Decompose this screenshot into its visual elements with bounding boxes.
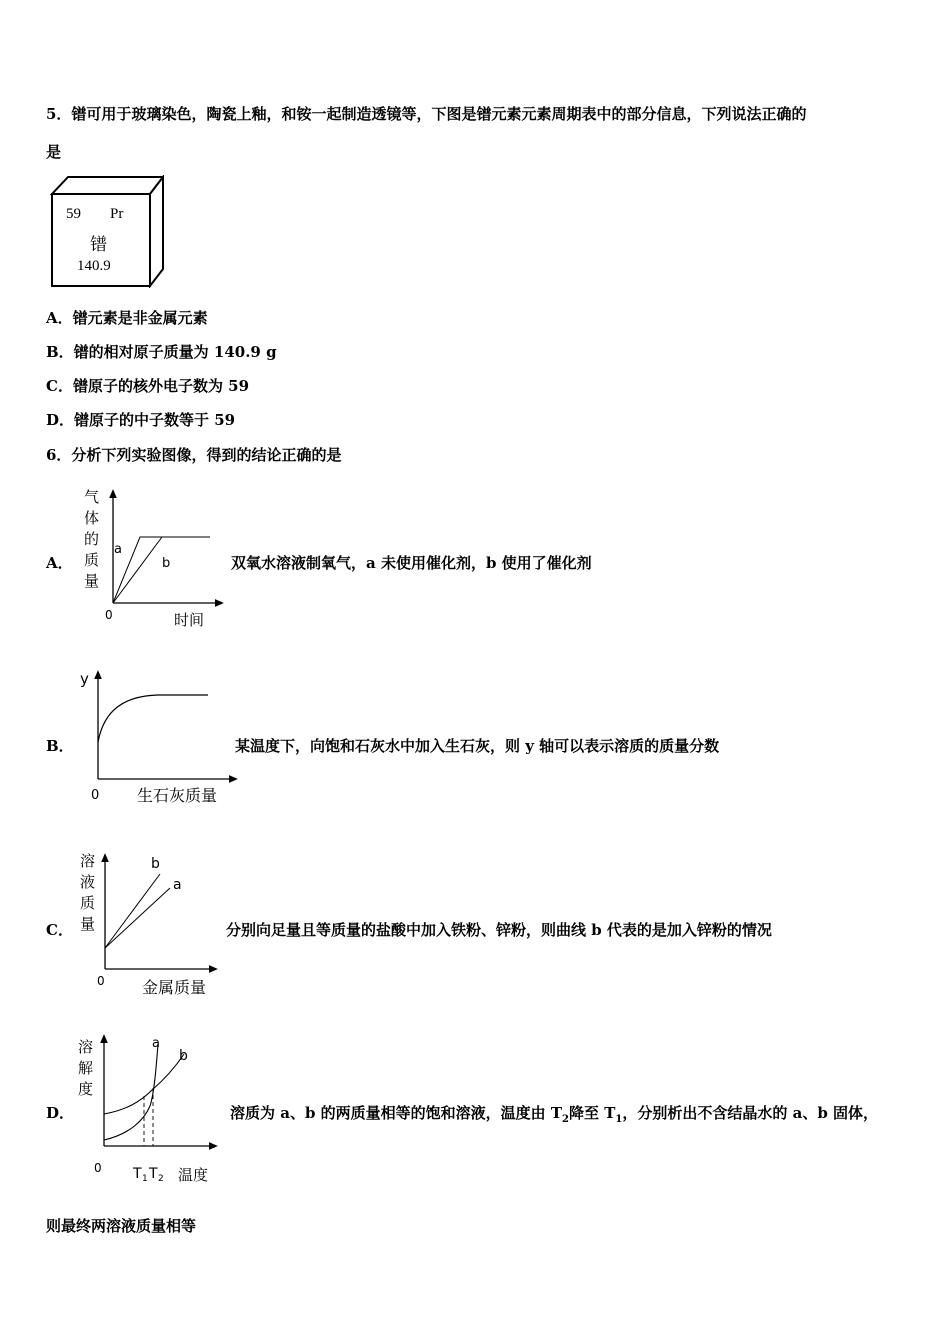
- graph-a-ylabel-4: 质: [84, 551, 100, 569]
- graph-d-ylabel-2: 解: [78, 1059, 94, 1077]
- graph-d-xlabel: 温度: [178, 1166, 209, 1184]
- graph-c-origin: 0: [97, 974, 105, 988]
- graph-a-origin: 0: [105, 608, 113, 622]
- q6-option-b-label[interactable]: B．: [46, 737, 74, 755]
- graph-d-t2: T: [149, 1166, 158, 1182]
- q6-stem: 6．分析下列实验图像，得到的结论正确的是: [46, 446, 342, 464]
- graph-d-t1: T: [133, 1166, 142, 1182]
- graph-c: [78, 850, 228, 1000]
- q6-option-d-text-line2: 则最终两溶液质量相等: [46, 1217, 197, 1235]
- curve-b: [105, 874, 160, 948]
- graph-c-curve-b-label: b: [151, 856, 160, 872]
- graph-d-t1-sub: 1: [142, 1174, 148, 1184]
- graph-d: [78, 1030, 228, 1188]
- graph-d-t2-sub: 2: [158, 1174, 164, 1184]
- q6-option-d-text-mid: 降至 T: [569, 1104, 616, 1122]
- graph-d-ylabel-3: 度: [78, 1080, 94, 1098]
- graph-a-curve-a-label: a: [114, 542, 122, 557]
- q5-stem-line2: 是: [46, 143, 62, 161]
- element-atomic-number: 59: [66, 206, 81, 222]
- graph-b-ylabel: y: [80, 670, 89, 688]
- curve-y: [98, 695, 208, 742]
- q5-option-b[interactable]: B．镨的相对原子质量为 140.9 g: [46, 343, 277, 361]
- q5-stem-line1: 5．镨可用于玻璃染色，陶瓷上釉，和铵一起制造透镜等，下图是镨元素元素周期表中的部分信息，下列说法正确的: [46, 105, 807, 123]
- graph-a-xlabel: 时间: [174, 611, 205, 629]
- graph-c-ylabel-1: 溶: [80, 852, 96, 870]
- graph-c-ylabel-3: 质: [80, 894, 96, 912]
- element-atomic-mass: 140.9: [77, 258, 111, 274]
- q5-option-a[interactable]: A．镨元素是非金属元素: [46, 309, 208, 327]
- q5-option-d[interactable]: D．镨原子的中子数等于 59: [46, 411, 236, 429]
- graph-a-ylabel-3: 的: [84, 530, 100, 548]
- q6-option-d-text: [230, 1102, 878, 1125]
- graph-c-curve-a-label: a: [173, 877, 182, 893]
- element-name: 镨: [90, 235, 107, 255]
- graph-a-ylabel-5: 量: [84, 572, 100, 590]
- graph-b: [78, 668, 238, 808]
- q5-option-c[interactable]: C．镨原子的核外电子数为 59: [46, 377, 250, 395]
- q6-option-d-text-end: ，分别析出不含结晶水的 a、b 固体，: [622, 1104, 879, 1122]
- q6-option-a-text: 双氧水溶液制氧气，a 未使用催化剂，b 使用了催化剂: [231, 554, 592, 572]
- q6-option-c-text: 分别向足量且等质量的盐酸中加入铁粉、锌粉，则曲线 b 代表的是加入锌粉的情况: [226, 921, 772, 939]
- graph-b-xlabel: 生石灰质量: [137, 786, 218, 805]
- graph-a-curve-b-label: b: [162, 556, 171, 571]
- q6-option-b-text: 某温度下，向饱和石灰水中加入生石灰，则 y 轴可以表示溶质的质量分数: [235, 737, 720, 755]
- graph-a-ylabel-2: 体: [84, 509, 100, 527]
- graph-d-origin: 0: [94, 1161, 102, 1175]
- graph-c-ylabel-4: 量: [80, 915, 96, 933]
- graph-d-curve-b-label: b: [179, 1048, 188, 1064]
- graph-d-ylabel-1: 溶: [78, 1038, 94, 1056]
- graph-a-ylabel-1: 气: [84, 488, 100, 506]
- graph-d-curve-a-label: a: [152, 1036, 160, 1051]
- graph-c-ylabel-2: 液: [80, 873, 96, 891]
- graph-a: [78, 485, 228, 630]
- graph-b-origin: 0: [91, 788, 100, 803]
- q6-option-d-label[interactable]: D．: [46, 1104, 75, 1122]
- q6-option-d-sub2: 2: [562, 1114, 570, 1125]
- curve-a: [105, 888, 170, 948]
- q6-option-d-text-main: 溶质为 a、b 的两质量相等的饱和溶液，温度由 T: [230, 1104, 563, 1122]
- q6-option-d-sub1: 1: [615, 1114, 623, 1125]
- q6-option-a-label[interactable]: A．: [46, 554, 73, 572]
- q6-option-c-label[interactable]: C．: [46, 921, 73, 939]
- graph-c-xlabel: 金属质量: [142, 978, 207, 997]
- element-symbol: Pr: [110, 206, 124, 222]
